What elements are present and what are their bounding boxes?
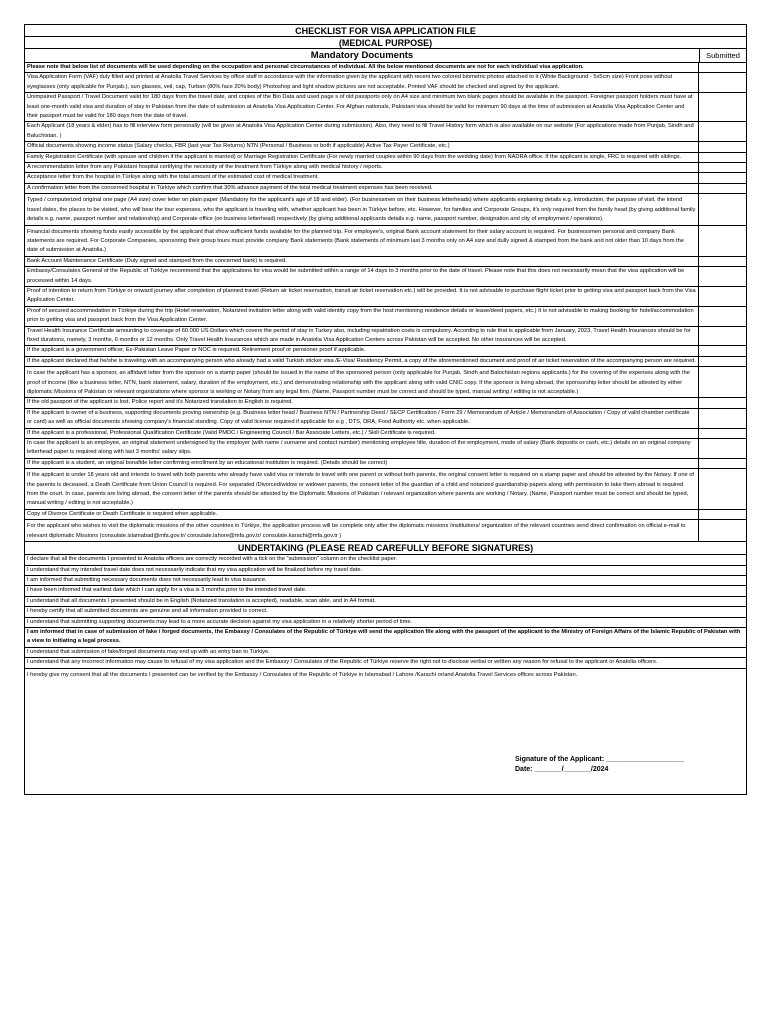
checklist-row — [25, 93, 746, 122]
checklist-row — [25, 194, 746, 225]
checklist-row — [25, 307, 746, 327]
checklist-row — [25, 357, 746, 367]
mandatory-documents-heading: Mandatory Documents — [25, 49, 700, 62]
signature-date-line: Date: _______/_______/2024 — [515, 765, 609, 773]
undertaking-item: I understand that my intended travel date does not necessarily indicate that my visa application will be finalized before my travel date. — [25, 566, 746, 576]
undertaking-item: I hereby certify that all submitted documents are genuine and all information provided is correct. — [25, 607, 746, 617]
checklist-row — [25, 173, 746, 183]
checklist-row — [25, 73, 746, 93]
checklist-row — [25, 226, 746, 257]
checklist-row-text: If the applicant is a student, an original bonafide letter confirming enrollment by an educational institution is required. (Details should be correct) — [25, 459, 699, 468]
checklist-row-text: Proof of secured accommodation in Türkiye during the trip (Hotel reservation, Notarized invitation letter along with valid identity copy from the host mentioning residence details or lease/deed papers, etc.) It is not advisable to making booking for hotel/accommodation prior to getting visa and passport back from the Visa Application Center. — [25, 307, 699, 326]
checklist-row — [25, 459, 746, 469]
undertaking-heading: UNDERTAKING (PLEASE READ CAREFULLY BEFORE SIGNATURES) — [25, 542, 746, 555]
checklist-row-text: If the applicant is a professional, Professional Qualification Certificate (Valid PMDC / Engineering Council / Bar Associate Letters, etc.) / Skill Certificate is required. — [25, 429, 699, 438]
checklist-row — [25, 257, 746, 267]
checklist-row — [25, 287, 746, 307]
checklist-row-text: Embassy/Consulates General of the Republic of Türkiye recommend that the applications for visa would be submitted within a range of 14 days to 3 months prior to the date of travel. Please note that this does not necessarily mean that the visa application will be processed within 14 days. — [25, 267, 699, 286]
checklist-row-text: A confirmation letter from the concerned hospital in Türkiye which confirm that 30% advance payment of the total medical treatment expenses has been received. — [25, 184, 699, 193]
checklist-row — [25, 367, 746, 398]
undertaking-item: I hereby give my consent that all the documents I presented can be verified by the Embassy / Consulates of the Republic of Türkiye in Islamabad / Lahore /Karachi or/and Anatolia Travel Services offices across Pakistan. — [27, 671, 578, 678]
submitted-column-header: Submitted — [706, 51, 740, 60]
checklist-row-text: Unimpaired Passport / Travel Document valid for 180 days from the travel date, and copies of the Bio Data and used page s of old passports only on A4 size and minimum two blank pages should be available in the passport. Foreigner passport holders must have at least one-month valid visa and duration of stay in Pakistan from the date of submission at Anatolia Visa Application Center. For Afghan nationals, Pakistani visa should be valid for minimum 90 days at the time of submission at Anatolia Visa Application Center and their passport must be valid for 180 days from the date of travel. — [25, 93, 699, 121]
checklist-row — [25, 409, 746, 429]
document-subtitle: (MEDICAL PURPOSE) — [25, 37, 746, 49]
undertaking-item: I declare that all the documents I presented to Anatolia officers are correctly recorded with a tick on the "submission" column on the checklist paper. — [25, 555, 746, 565]
checklist-row-text: If the applicant is owner of a business, supporting documents proving ownership (e.g. Business letter head / Business NTN / Partnership Deed / SECP Certification / Form 29 / Memorandum of Article / Memorandum of Association / Copy of valid chamber certificate or card) as well as official documents showing company's financial standing. Copy of valid license required if applicable for e.g , DTS, DRA, Food Authority etc. when applicable. — [25, 409, 699, 428]
checklist-row-text: Each Applicant (18 years & elder) has to fill interview form personally (will be given at Anatolia Visa Application Center during submission). Also, they need to fill Travel History form which is also available on our website (For applications made from Punjab, Sindh and Baluchistan. ) — [25, 122, 699, 141]
signature-area — [25, 680, 746, 794]
undertaking-rows — [25, 555, 746, 680]
checklist-row — [25, 267, 746, 287]
checklist-row-text: Copy of Divorce Certificate or Death Certificate is required when applicable. — [25, 510, 699, 519]
undertaking-item: I understand that submitting supporting documents may lead to a more accurate decision against my visa application in a relatively shorter period of time. — [25, 618, 746, 628]
checklist-row-text: Travel Health Insurance Certificate amounting to coverage of 60.000 US Dollars which covers the period of stay in Turkey also, including repatriation costs is compulsory. According to rule that is applicable from January, 2023, Travel Health Insurances should be for fixed durations, namely, 3 months, 6 months or 12 months. Only Travel Health Insurances which are made in Anatolia Visa Application Centers across Pakistan will be accepted. No other insurances will be accepted. — [25, 327, 699, 346]
checklist-row — [25, 63, 746, 73]
undertaking-item: I have been informed that earliest date which I can apply for a visa is 3 months prior to the intended travel date. — [25, 586, 746, 596]
checklist-row — [25, 184, 746, 194]
undertaking-item: I understand that any incorrect information may cause to refusal of my visa application and the Embassy / Consulates of the Republic of Türkiye reserve the right not to disclose verbal or written any reason for refusal to the applicant or Anatolia officers. — [25, 658, 746, 668]
checklist-row-text: If the applicant declared that he/she is traveling with an accompanying person who already had a valid Turkish sticker visa /E-Visa/ Residency Permit, a copy of the aforementioned document and proof of air ticket reservation of the accompanying person are required. — [25, 357, 699, 366]
checklist-row-text: If the applicant is a government officer, Ex-Pakistan Leave Paper or NOC is required. Retirement proof or pensioner proof if applicable. — [25, 346, 699, 355]
checklist-row — [25, 439, 746, 459]
checklist-row-text: Financial documents showing funds easily accessible by the applicant that show sufficient funds available for the planned trip. For employee's, original Bank account statement for their salary account is required. For businessmen personal and company Bank statements are required. For Corporate Companies, sponsoring their group tours must provide company Bank statements (Bank statements of minimum last 3 months only on A4 size and dully signed & stamped from the bank and not older than 10 days from the date of submission at Anatolia.) — [25, 226, 699, 256]
checklist-row-text: If the applicant is under 18 years old and intends to travel with both parents who already have valid visa or intends to travel with one parent or without both parents, the original consent letter is required on a stamp paper and should be attested by the Notary. If one of the parents is deceased, a Death Certificate from Union Council is required. For separated /Divorced/widow or widower parents, the consent letter of the guardian of a child and notarized guardianship papers along with permission to take them abroad is required from the court. In case, parents are living abroad, the consent letter of the parents should be attested by the Diplomatic Missions of Pakistan / relevant organization where parents are working / Notary. (Name, Passport number must be correct and should be typed, manual writing / editing is not acceptable.) — [25, 469, 699, 509]
checklist-row — [25, 429, 746, 439]
checklist-row — [25, 153, 746, 163]
applicant-signature-line: Signature of the Applicant: ____________________ — [515, 755, 684, 763]
checklist-row-text: Typed / computerized original one page (A4 size) cover letter on plain paper (Mandatory for the applicant's age of 18 and elder). (For businessmen on their business letterheads) where applicants explaining details e.g. introduction, the purpose of visit, the intend travel dates, the places to be visited, who will bear the tour expenses, who the applicant is traveling with, whether applicant has been in Türkiye before, etc. However, for families and Corporate Groups, it's only required from the family head (by giving additional family details e.g. name, passport number and relationship) and Corporate office (on business letterhead) respectively (by giving additional applicants details e.g. name, passport number, designation and city of employment / operations). — [25, 194, 699, 224]
undertaking-item: I am informed that in case of submission of fake / forged documents, the Embassy / Consulates of the Republic of Türkiye will send the application file along with the passport of the applicant to the Ministry of Foreign Affairs of the Islamic Republic of Pakistan with a view to initiating a legal process. — [25, 628, 746, 648]
checklist-row-text: Visa Application Form (VAF) duly filled and printed at Anatolia Travel Services by office staff in accordance with the information given by the applicant with recent two colored biometric photos attached to it (White Background - 5x5cm size) Front pose without eyeglasses (only applicable for Punjab.), sun glasses, veil, cap, Turban (80% face 20% body) Photoshop and light shadow pictures are not acceptable. Printed VAF should be checked and signed by the applicant. — [25, 73, 699, 92]
checklist-row — [25, 163, 746, 173]
checklist-row-text: For the applicant who wishes to visit the diplomatic missions of the other countries in Türkiye, the application process will be complete only after the diplomatic missions /institutions/ organization of the relevant countries send direct confirmation on official e-mail to relevant diplomatic Missions (consulate.islamabad@mfa.gov.tr/ consulate.lahore@mfa.gov.tr/ consulate.karachi@mfa.gov.tr ) — [25, 520, 699, 541]
checklist-row-text: A recommendation letter from any Pakistani hospital certifying the necessity of the treatment from Türkiye along with medical history / reports. — [25, 163, 699, 172]
checklist-row-text: Acceptance letter from the hospital in Türkiye along with the total amount of the estimated cost of medical treatment. — [25, 173, 699, 182]
checklist-row-text: Proof of intention to return from Türkiye or onward journey after completion of planned travel (Return air ticket reservation, transit air ticket reservation etc.) will be provided. It is not advisable to purchase flight ticket prior to getting visa and passport back from the Visa Application Center. — [25, 287, 699, 306]
checklist-row — [25, 510, 746, 520]
document-title: CHECKLIST FOR VISA APPLICATION FILE — [25, 25, 746, 37]
checklist-row — [25, 346, 746, 356]
checklist-row-text: If the old passport of the applicant is lost, Police report and it's Notarized translation to English is required. — [25, 398, 699, 407]
checklist-row-text: In case the applicant has a sponsor, an affidavit letter from the sponsor on a stamp paper (should be issued in the name of the sponsored person (only applicable for Punjab, Sindh and Balochistan regions applicants.) for the covering of the expenses along with the proof of income (like a business letter, NTN, bank statement, salary, duration of the employment, etc.) and demonstrating relationship with the applicant along with valid CNIC copy. If the sponsor is living abroad, the sponsorship letter should be attested by either diplomatic Missions of Pakistan or relevant organizations where sponsor is working or Notary from any legal firm. (Name, Passport number must be correct and should be typed, manual writing / editing is not acceptable.) — [25, 367, 699, 397]
checklist-sheet — [24, 24, 747, 795]
undertaking-item: I am informed that submitting necessary documents does not necessarily lead to visa issuance. — [25, 576, 746, 586]
checklist-row — [25, 327, 746, 347]
undertaking-item: I understand that submission of fake/forged documents may end up with an entry ban to Türkiye. — [25, 648, 746, 658]
checklist-row-text: Official documents showing income status (Salary checks, FBR (last year Tax Returns) NTN (Personal / Business or both if applicable) Active Tax Payer Certificate, etc.) — [25, 142, 699, 151]
checklist-row-text: Bank Account Maintenance Certificate (Duly signed and stamped from the concerned bank) is required. — [25, 257, 699, 266]
checklist-row — [25, 469, 746, 510]
checklist-row-text: Please note that below list of documents will be used depending on the occupation and personal circumstances of individual. All the below mentioned documents are not for each individual visa application. — [25, 63, 699, 72]
section-header-row — [25, 49, 746, 63]
checklist-row-text: Family Registration Certificate (with spouse and children if the applicant is married) or Marriage Registration Certificate (For newly married couples within 90 days from the wedding date) from NADRA office. If the applicant is single, FRC is required with siblings. — [25, 153, 699, 162]
document-rows — [25, 63, 746, 542]
checklist-row-text: In case the applicant is an employee, an original statement undersigned by the employer (with name / surname and contact number) mentioning employee title, duration of the employment, mode of salary (Bank deposits or cash, etc.) details on an original company letterhead paper is required along with last 3 months' salary slips. — [25, 439, 699, 458]
checklist-row — [25, 122, 746, 142]
checklist-row — [25, 520, 746, 542]
checklist-row — [25, 142, 746, 152]
undertaking-item: I understand that all documents I presented should be in English (Notarized translation is accepted), readable, scan able, and in A4 format. — [25, 597, 746, 607]
checklist-row — [25, 398, 746, 408]
